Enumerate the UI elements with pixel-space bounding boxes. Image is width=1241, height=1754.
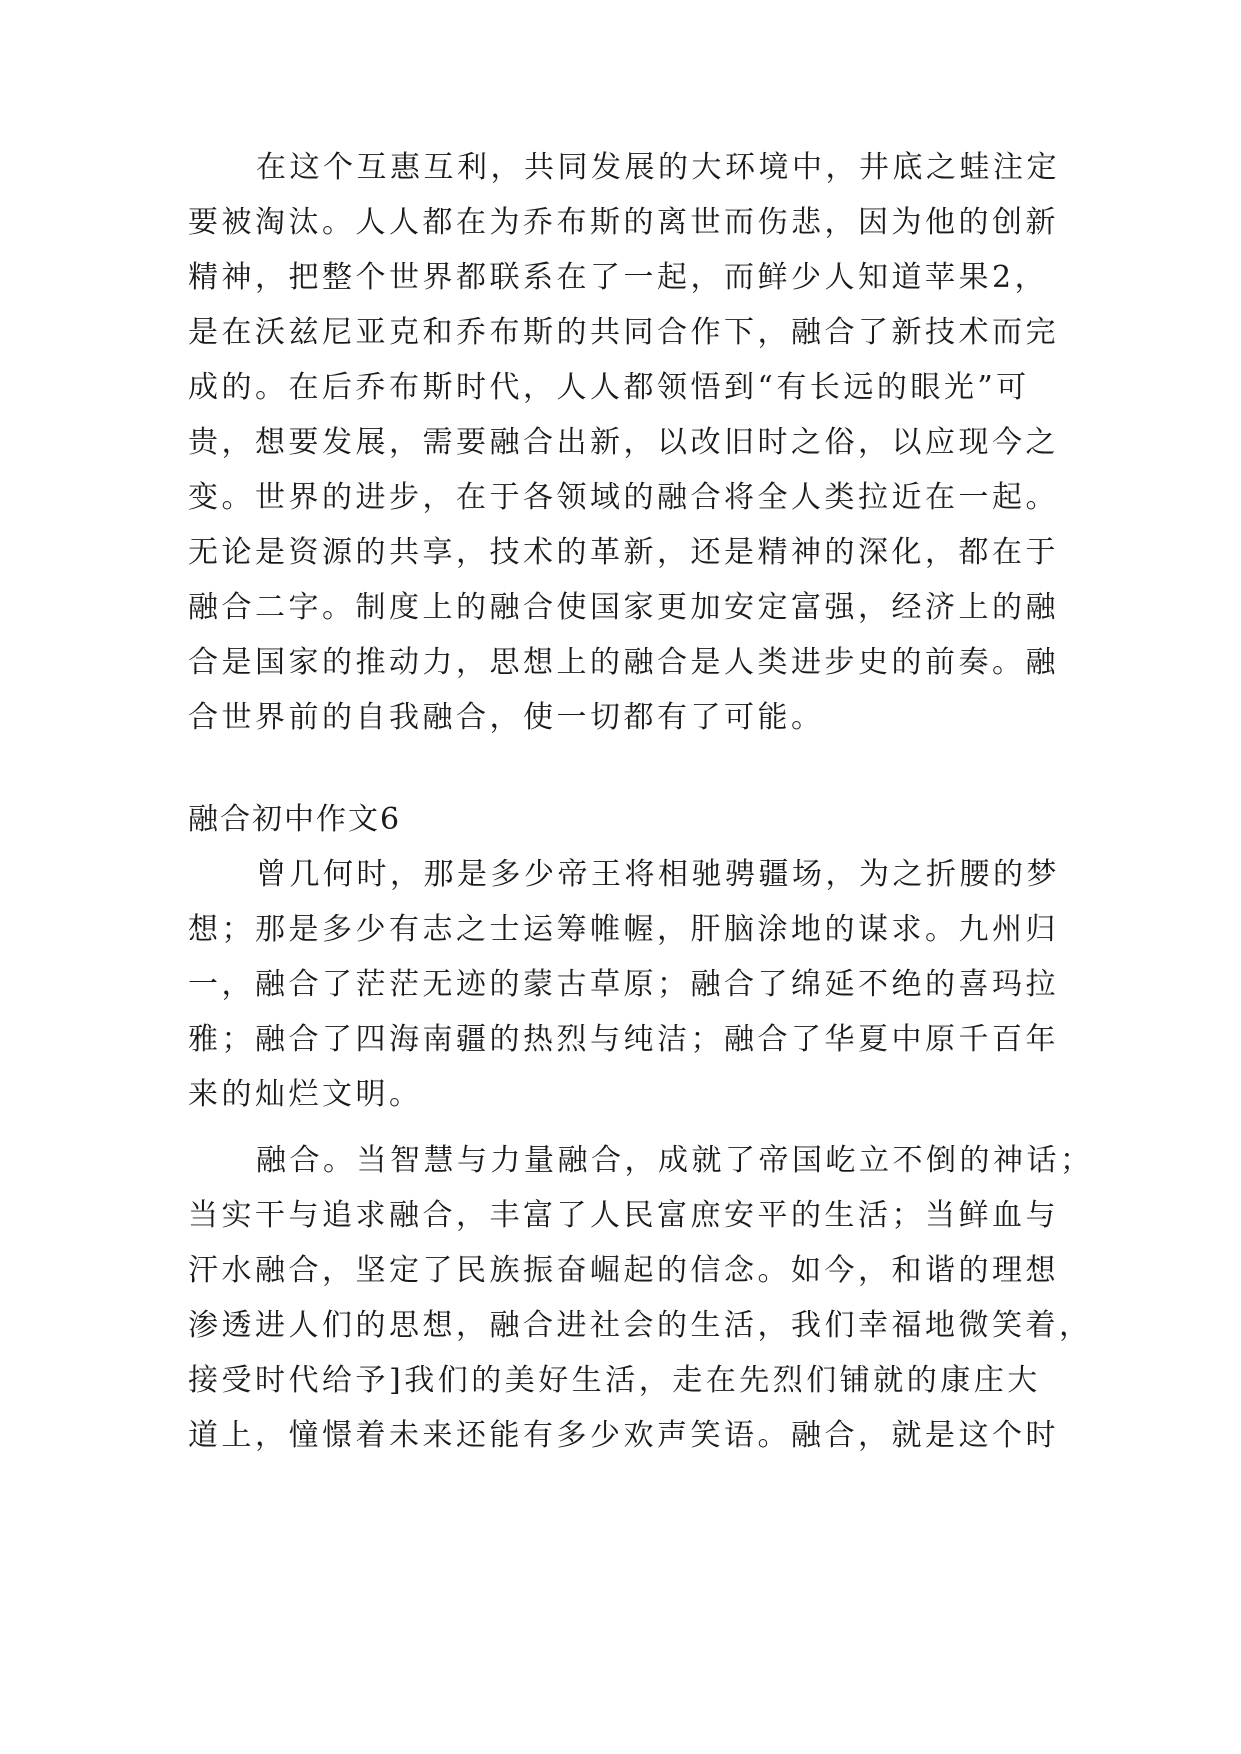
paragraph-line: 融合。当智慧与力量融合，成就了帝国屹立不倒的神话； [256, 1143, 1094, 1178]
paragraph-line: 道上，憧憬着未来还能有多少欢声笑语。融合，就是这个时 [188, 1418, 1059, 1453]
paragraph-line: 接受时代给予]我们的美好生活，走在先烈们铺就的康庄大 [188, 1363, 1041, 1398]
paragraph-line: 当实干与追求融合，丰富了人民富庶安平的生活；当鲜血与 [188, 1198, 1059, 1233]
paragraph-line: 来的灿烂文明。 [188, 1077, 423, 1112]
paragraph-line: 无论是资源的共享，技术的革新，还是精神的深化，都在于 [188, 535, 1059, 570]
paragraph-line: 汗水融合，坚定了民族振奋崛起的信念。如今，和谐的理想 [188, 1253, 1059, 1288]
paragraph-line: 成的。在后乔布斯时代，人人都领悟到“有长远的眼光”可 [188, 370, 1030, 405]
paragraph-line: 合是国家的推动力，思想上的融合是人类进步史的前奏。融 [188, 645, 1059, 680]
paragraph-line: 融合二字。制度上的融合使国家更加安定富强，经济上的融 [188, 590, 1059, 625]
paragraph-line: 曾几何时，那是多少帝王将相驰骋疆场，为之折腰的梦 [256, 857, 1060, 892]
paragraph-line: 雅；融合了四海南疆的热烈与纯洁；融合了华夏中原千百年 [188, 1022, 1059, 1057]
paragraph-line: 是在沃兹尼亚克和乔布斯的共同合作下，融合了新技术而完 [188, 315, 1059, 350]
paragraph-line: 在这个互惠互利，共同发展的大环境中，井底之蛙注定 [256, 150, 1060, 185]
section-heading: 融合初中作文6 [188, 802, 402, 837]
paragraph-line: 想；那是多少有志之士运筹帷幄，肝脑涂地的谋求。九州归 [188, 912, 1059, 947]
paragraph-line: 一，融合了茫茫无迹的蒙古草原；融合了绵延不绝的喜玛拉 [188, 967, 1059, 1002]
paragraph-line: 变。世界的进步，在于各领域的融合将全人类拉近在一起。 [188, 480, 1059, 515]
paragraph-line: 要被淘汰。人人都在为乔布斯的离世而伤悲，因为他的创新 [188, 205, 1059, 240]
paragraph-line: 精神，把整个世界都联系在了一起，而鲜少人知道苹果2， [188, 260, 1049, 295]
paragraph-line: 渗透进人们的思想，融合进社会的生活，我们幸福地微笑着， [188, 1308, 1093, 1343]
paragraph-line: 合世界前的自我融合，使一切都有了可能。 [188, 700, 825, 735]
paragraph-line: 贵，想要发展，需要融合出新，以改旧时之俗，以应现今之 [188, 425, 1059, 460]
